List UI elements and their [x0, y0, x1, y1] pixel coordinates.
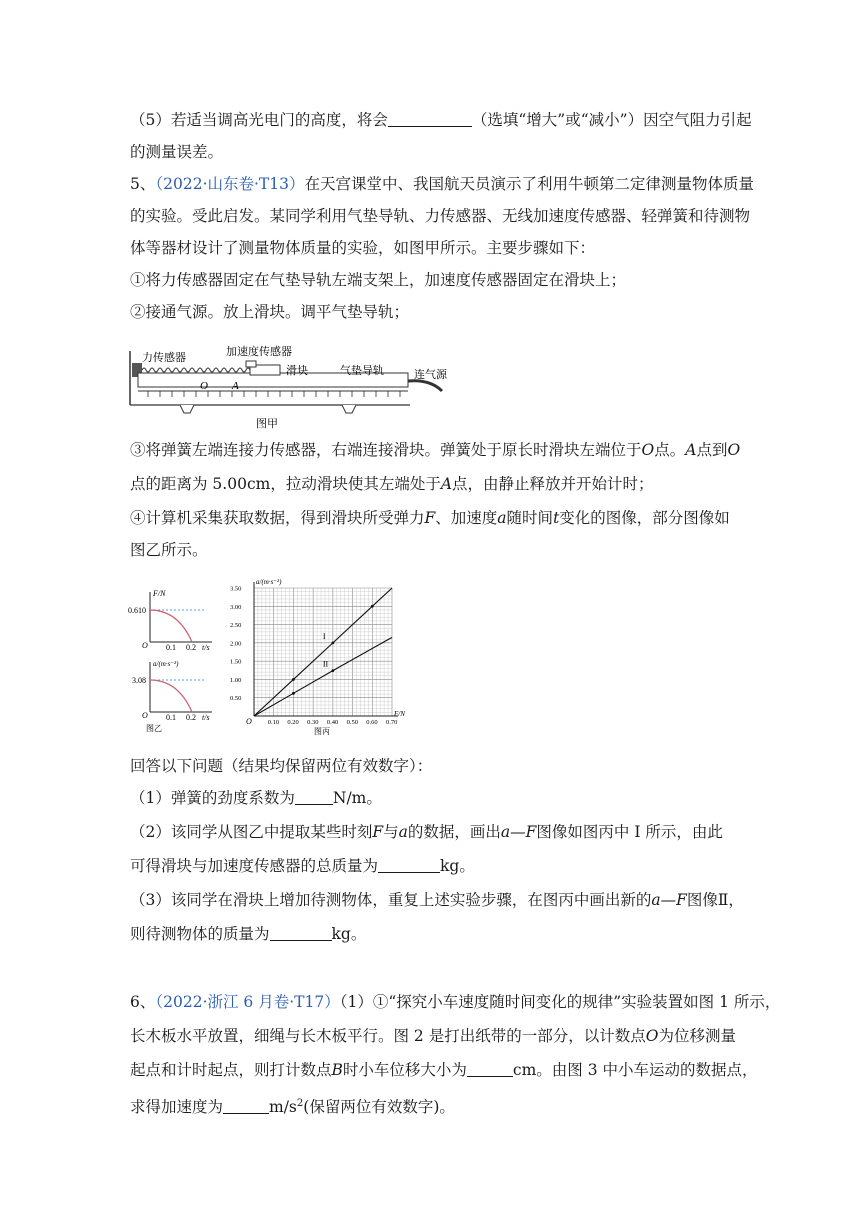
- q5-step1: ①将力传感器固定在气垫导轨左端支架上，加速度传感器固定在滑块上；: [130, 271, 627, 289]
- track-foot-left: [180, 405, 194, 413]
- figure-jia-apparatus: [128, 343, 458, 431]
- figure-yi-caption: 图乙: [146, 724, 162, 732]
- q5-step3-line2: 点的距离为 5.00cm，拉动滑块使其左端处于A点，由静止释放并开始计时；: [130, 475, 654, 493]
- q5-part3-line2: 则待测物体的质量为 kg。: [130, 925, 367, 943]
- y-tick-label: 2.00: [230, 640, 242, 648]
- y-tick-label: 3.50: [230, 585, 242, 593]
- q5-part2-line1: （2）该同学从图乙中提取某些时刻F与a的数据，画出a—F图像如图丙中 I 所示，由此: [130, 823, 723, 841]
- x-tick-label: 0.10: [267, 719, 280, 726]
- series-point-I: [331, 641, 334, 644]
- q6-line3: 起点和计时起点，则打计数点B时小车位移大小为 cm。由图 3 中小车运动的数据点，: [130, 1061, 758, 1079]
- chart-caption: 图丙: [314, 727, 330, 736]
- y-tick-label: 3.00: [230, 603, 242, 611]
- x-tick-label: 0.50: [346, 719, 358, 726]
- force-sensor-label: 力传感器: [142, 352, 186, 364]
- series-label-I: I: [322, 631, 326, 641]
- point-A-label: A: [232, 380, 239, 392]
- q5-step2: ②接通气源。放上滑块。调平气垫导轨；: [130, 303, 410, 321]
- q5-step4-line1: ④计算机采集获取数据，得到滑块所受弹力F、加速度a随时间t变化的图像，部分图像如: [130, 509, 730, 527]
- answer-blank[interactable]: [378, 858, 440, 873]
- q5-answer-intro: 回答以下问题（结果均保留两位有效数字）：: [130, 757, 433, 775]
- top-xtick-1: 0.1: [166, 643, 176, 652]
- bottom-origin: O: [142, 711, 148, 720]
- x-tick-label: 0.40: [326, 719, 339, 726]
- slider-label: 滑块: [286, 365, 308, 377]
- q5-step3-line1: ③将弹簧左端连接力传感器，右端连接滑块。弹簧处于原长时滑块左端位于O点。A点到O: [130, 441, 741, 459]
- series-point-II: [292, 692, 295, 695]
- accel-sensor-block: [246, 361, 256, 367]
- q5-part5-line1: （5）若适当调高光电门的高度，将会 （选填“增大”或“减小”）因空气阻力引起: [130, 111, 752, 129]
- figure-bing-chart: [228, 576, 414, 736]
- air-track-label: 气垫导轨: [340, 365, 384, 377]
- bottom-yvalue: 3.08: [132, 676, 146, 685]
- bottom-xlabel: t/s: [202, 713, 210, 722]
- x-tick-label: 0.60: [366, 719, 378, 726]
- series-point-I: [371, 605, 374, 608]
- question-source: （2022·浙江 6 月卷·T17）: [155, 993, 340, 1011]
- series-point-II: [331, 669, 334, 672]
- figure-yi: [126, 586, 222, 732]
- y-tick-label: 2.50: [230, 622, 242, 630]
- series-point-I: [292, 678, 295, 681]
- q5-intro-line2: 的实验。受此启发。某同学利用气垫导轨、力传感器、无线加速度传感器、轻弹簧和待测物: [130, 207, 751, 225]
- q5-intro-line3: 体等器材设计了测量物体质量的实验，如图甲所示。主要步骤如下：: [130, 239, 596, 257]
- chart-xlabel: F/N: [394, 710, 405, 718]
- y-tick-label: 1.00: [230, 676, 242, 684]
- bottom-accel-curve: [150, 680, 192, 712]
- q5-part1: （1）弹簧的劲度系数为 N/m。: [130, 789, 382, 807]
- point-O-label: O: [200, 380, 208, 392]
- q6-line1: 6、（2022·浙江 6 月卷·T17）（1）①“探究小车速度随时间变化的规律”实验装置如图 1 所示，: [130, 993, 781, 1011]
- figure-jia-caption: 图甲: [256, 418, 278, 430]
- question-source: （2022·山东卷·T13）: [155, 175, 305, 193]
- bottom-ylabel: a/(m·s⁻²): [153, 660, 179, 668]
- answer-blank[interactable]: [270, 926, 332, 941]
- y-tick-label: 0.50: [230, 695, 242, 703]
- q5-part5-line2: 的测量误差。: [130, 143, 224, 161]
- y-tick-label: 1.50: [230, 658, 242, 666]
- q5-part2-line2: 可得滑块与加速度传感器的总质量为 kg。: [130, 857, 475, 875]
- top-xtick-2: 0.2: [186, 643, 196, 652]
- answer-blank[interactable]: [388, 112, 472, 127]
- answer-blank[interactable]: [223, 1099, 269, 1114]
- q5-part3-line1: （3）该同学在滑块上增加待测物体，重复上述实验步骤，在图丙中画出新的a—F图像Ⅱ，: [130, 891, 744, 909]
- top-xlabel: t/s: [202, 643, 210, 652]
- series-line-II: [254, 637, 392, 716]
- chart-ylabel: a/(m·s⁻²): [256, 578, 282, 586]
- air-hose: [408, 381, 442, 391]
- track-foot-right: [342, 405, 356, 413]
- x-tick-label: 0.30: [307, 719, 319, 726]
- q6-line2: 长木板水平放置，细绳与长木板平行。图 2 是打出纸带的一部分，以计数点O为位移测量: [130, 1027, 736, 1045]
- track-ticks: [148, 391, 400, 397]
- answer-blank[interactable]: [295, 790, 333, 805]
- air-source-label: 连气源: [414, 369, 447, 381]
- top-ylabel: F/N: [153, 589, 166, 598]
- q6-line4: 求得加速度为 $m/s^2$(保留两位有效数字)。: [130, 1098, 455, 1117]
- top-origin: O: [142, 641, 148, 650]
- q5-intro-line1: 5、（2022·山东卷·T13）在天宫课堂中、我国航天员演示了利用牛顿第二定律测量物体质量: [130, 175, 755, 193]
- x-tick-label: 0.20: [287, 719, 299, 726]
- bottom-xtick-1: 0.1: [166, 713, 176, 722]
- series-label-II: II: [322, 659, 329, 669]
- accel-sensor-label: 加速度传感器: [226, 346, 292, 358]
- bottom-xtick-2: 0.2: [186, 713, 196, 722]
- top-yvalue: 0.610: [128, 606, 146, 615]
- chart-series: [254, 588, 392, 716]
- top-force-curve: [150, 610, 192, 642]
- spring: [142, 368, 250, 372]
- x-tick-label: 0.70: [386, 719, 398, 726]
- answer-blank[interactable]: [467, 1062, 513, 1077]
- q5-step4-line2: 图乙所示。: [130, 541, 208, 559]
- chart-origin: O: [246, 717, 252, 726]
